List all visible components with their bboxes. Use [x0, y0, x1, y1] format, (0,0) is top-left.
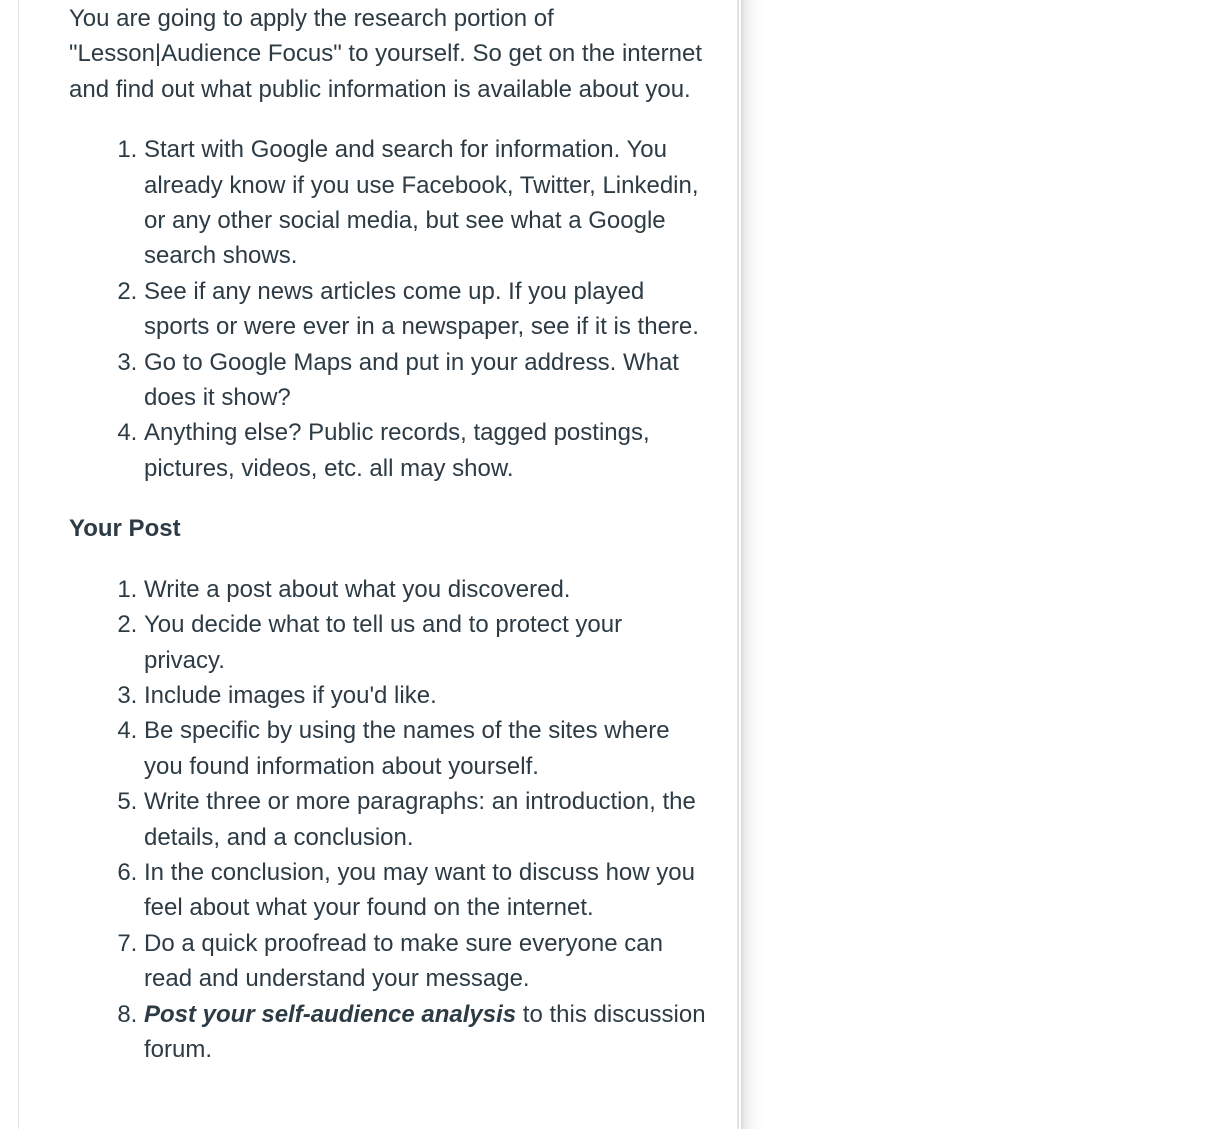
list-item: 5. Write three or more paragraphs: an introduction, the details, and a conclusion. [144, 784, 709, 855]
list-item: 6. In the conclusion, you may want to discuss how you feel about what your found on the internet. [144, 855, 709, 926]
list-item: 1. Start with Google and search for information. You already know if you use Facebook, Twitter, Linkedin, or any other social media, but see what a Google search shows. [144, 132, 709, 274]
section-heading-your-post: Your Post [69, 515, 181, 543]
list-item: 4. Be specific by using the names of the sites where you found information about yourself. [144, 713, 709, 784]
list-item: 2. You decide what to tell us and to protect your privacy. [144, 607, 709, 678]
final-step-emphasis: Post your self-audience analysis [144, 1000, 517, 1028]
post-steps-list [69, 572, 709, 1068]
final-step-rest: to this discussion forum. [144, 1000, 706, 1063]
list-item: 7. Do a quick proofread to make sure everyone can read and understand your message. [144, 926, 709, 997]
assignment-text [69, 0, 709, 1067]
research-steps-list [69, 132, 709, 486]
list-item: 4. Anything else? Public records, tagged postings, pictures, videos, etc. all may show. [144, 415, 709, 486]
list-item: 1. Write a post about what you discovered. [144, 572, 709, 607]
list-item: 2. See if any news articles come up. If you played sports or were ever in a newspaper, see if it is there. [144, 274, 709, 345]
list-item: 3. Go to Google Maps and put in your address. What does it show? [144, 345, 709, 416]
panel-divider [741, 0, 763, 1129]
list-item-final [144, 997, 709, 1068]
list-item: 3. Include images if you'd like. [144, 678, 709, 713]
intro-paragraph: You are going to apply the research portion of "Lesson|Audience Focus" to yourself. So get on the internet and find out what public information is available about you. [69, 5, 702, 103]
